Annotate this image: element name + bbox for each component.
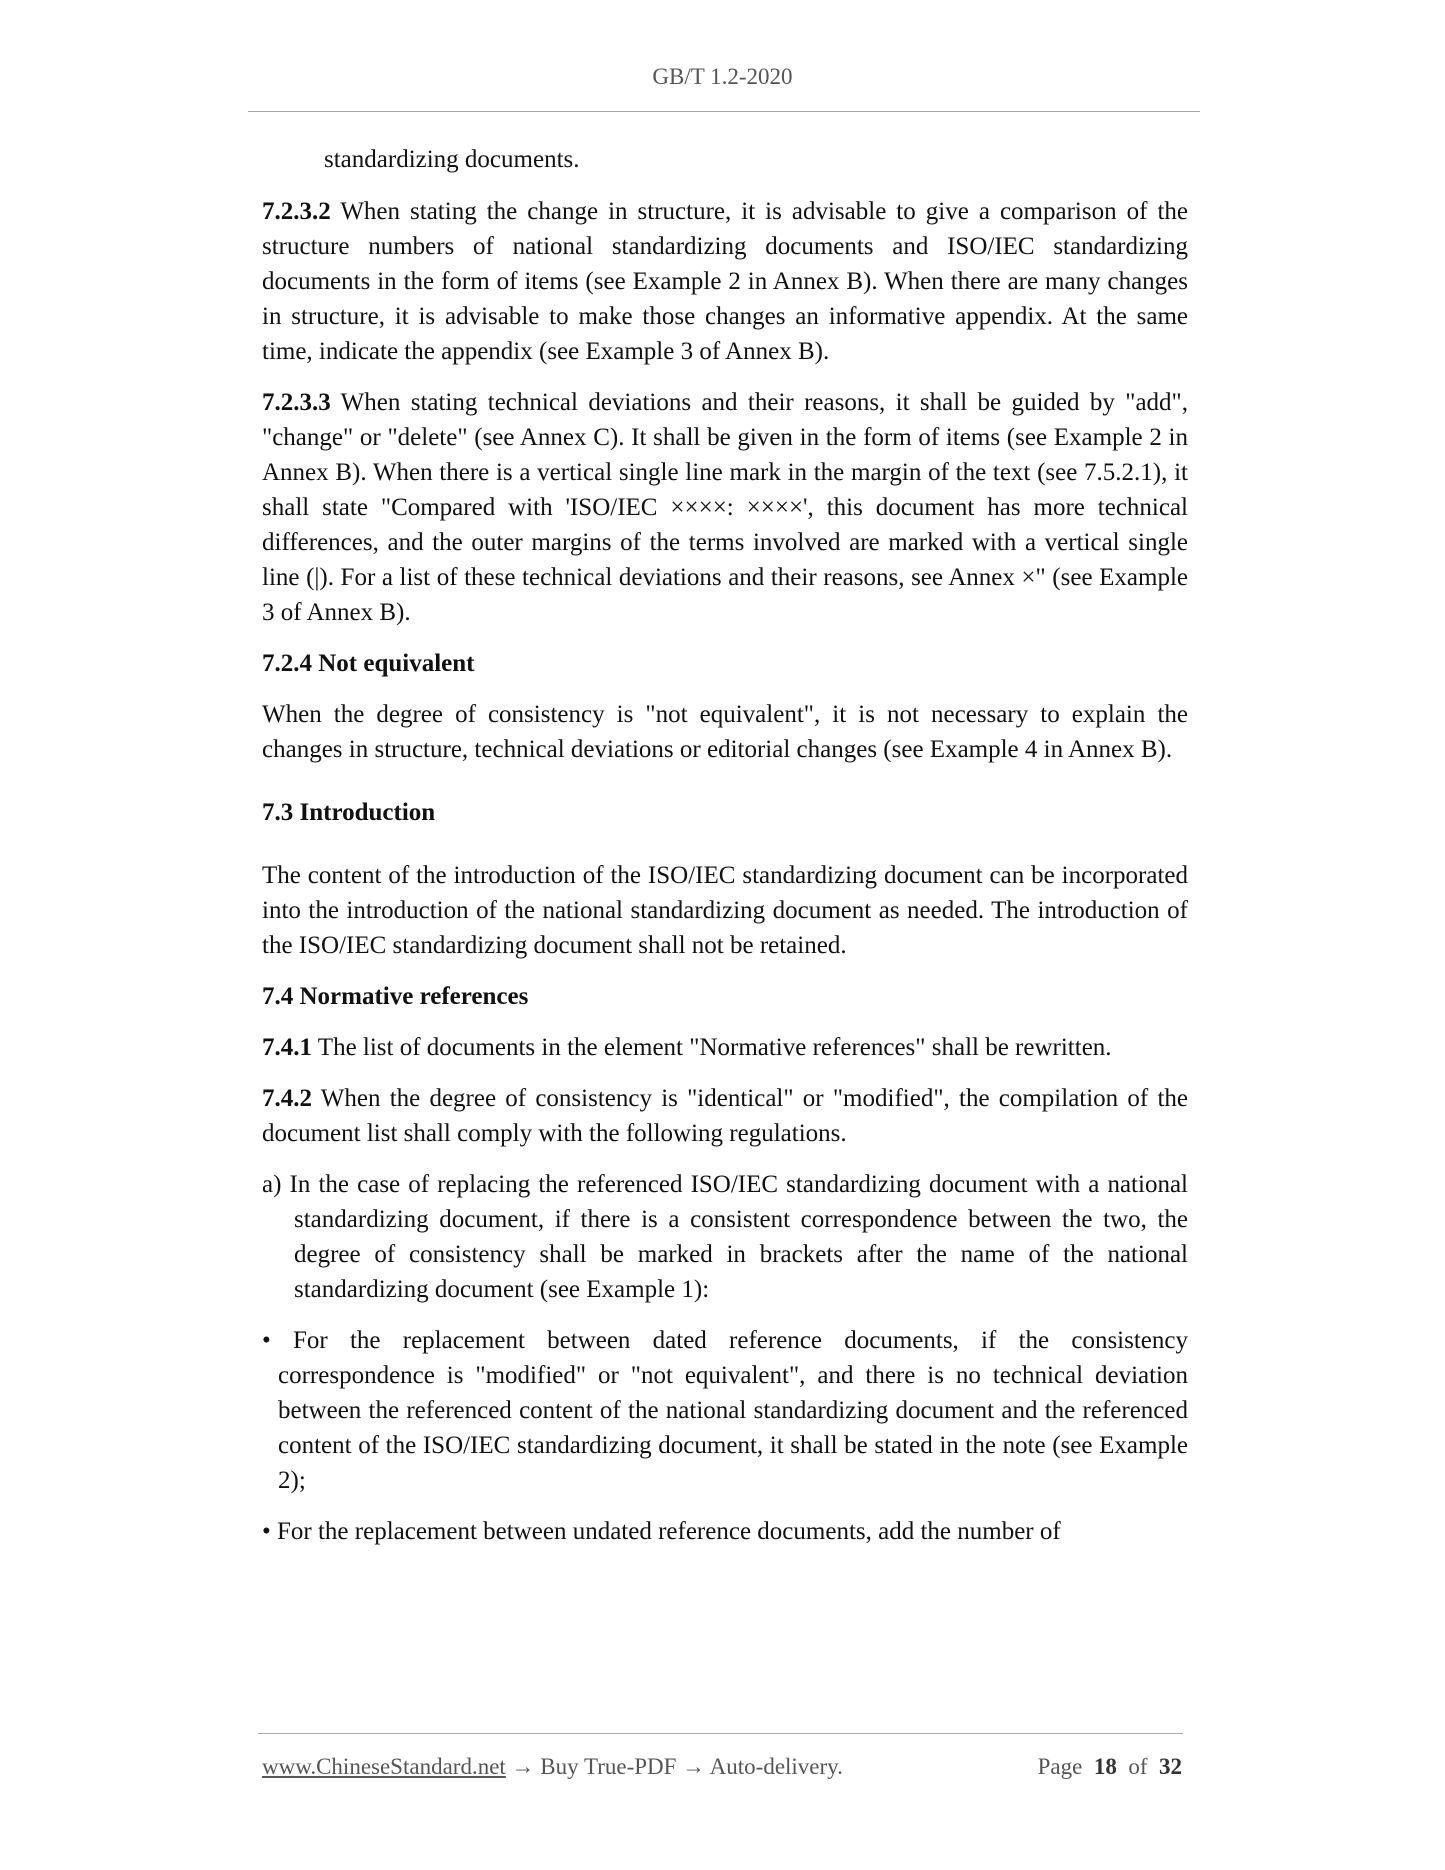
page-number: 18 [1093, 1754, 1117, 1779]
of-label: of [1128, 1754, 1148, 1779]
clause-number: 7.2.3.2 [262, 198, 331, 225]
clause-7-2-3-3 [262, 385, 1188, 630]
list-item-a: a) In the case of replacing the referenced ISO/IEC standardizing document with a national standardizing document, if there is a consistent correspondence between the two, the degree of consistency shall be marked in brackets after the name of the national standardizing document (see Example 1): [262, 1171, 1188, 1303]
clause-text: When stating the change in structure, it is advisable to give a comparison of the structure numbers of national standardizing documents and ISO/IEC standardizing documents in the form of items (see Example 2 in Annex B). When there are many changes in structure, it is advisable to make those changes an informative appendix. At the same time, indicate the appendix (see Example 3 of Annex B). [262, 198, 1188, 365]
website-link[interactable]: www.ChineseStandard.net [262, 1754, 506, 1779]
header-divider [248, 111, 1200, 112]
page-body [262, 142, 1188, 1549]
footer-tagline: → Buy True-PDF → Auto-delivery. [505, 1754, 843, 1779]
bullet-item: • For the replacement between dated reference documents, if the consistency correspondence is "modified" or "not equivalent", and there is no technical deviation between the referenced content of the national standardizing document and the referenced content of the ISO/IEC standardizing document, it shall be stated in the note (see Example 2); [262, 1327, 1188, 1494]
clause-number: 7.2.3.3 [262, 389, 331, 416]
page-header: GB/T 1.2-2020 [652, 64, 793, 89]
paragraph-7-3: The content of the introduction of the ISO/IEC standardizing document can be incorporated into the introduction of the national standardizing document as needed. The introduction of the ISO/IEC standardizing document shall not be retained. [262, 862, 1188, 959]
clause-7-2-3-2 [262, 194, 1188, 369]
clause-text: When the degree of consistency is "identical" or "modified", the compilation of the document list shall comply with the following regulations. [262, 1085, 1188, 1147]
paragraph-7-2-4: When the degree of consistency is "not equivalent", it is not necessary to explain the changes in structure, technical deviations or editorial changes (see Example 4 in Annex B). [262, 701, 1188, 763]
bullet-item: • For the replacement between undated reference documents, add the number of [262, 1518, 1061, 1545]
heading-7-3: 7.3 Introduction [262, 799, 436, 826]
clause-text: When stating technical deviations and their reasons, it shall be guided by "add", "change" or "delete" (see Annex C). It shall be given in the form of items (see Example 2 in Annex B). When there is a vertical single line mark in the margin of the text (see 7.5.2.1), it shall state "Compared with 'ISO/IEC ××××: ××××', this document has more technical differences, and the outer margins of the terms involved are marked with a vertical single line (|). For a list of these technical deviations and their reasons, see Annex ×" (see Example 3 of Annex B). [262, 389, 1188, 626]
clause-7-4-1 [262, 1030, 1188, 1065]
clause-7-4-2 [262, 1081, 1188, 1151]
page-label: Page [1037, 1754, 1083, 1779]
page-total: 32 [1159, 1754, 1182, 1779]
heading-7-2-4: 7.2.4 Not equivalent [262, 650, 475, 677]
page-indicator [1038, 1754, 1182, 1780]
clause-number: 7.4.2 [262, 1085, 312, 1112]
heading-7-4: 7.4 Normative references [262, 983, 529, 1010]
clause-text: The list of documents in the element "Normative references" shall be rewritten. [312, 1034, 1112, 1061]
footer-divider [258, 1733, 1183, 1734]
continuation-paragraph: standardizing documents. [324, 146, 580, 173]
page-footer [262, 1754, 1182, 1780]
clause-number: 7.4.1 [262, 1034, 312, 1061]
